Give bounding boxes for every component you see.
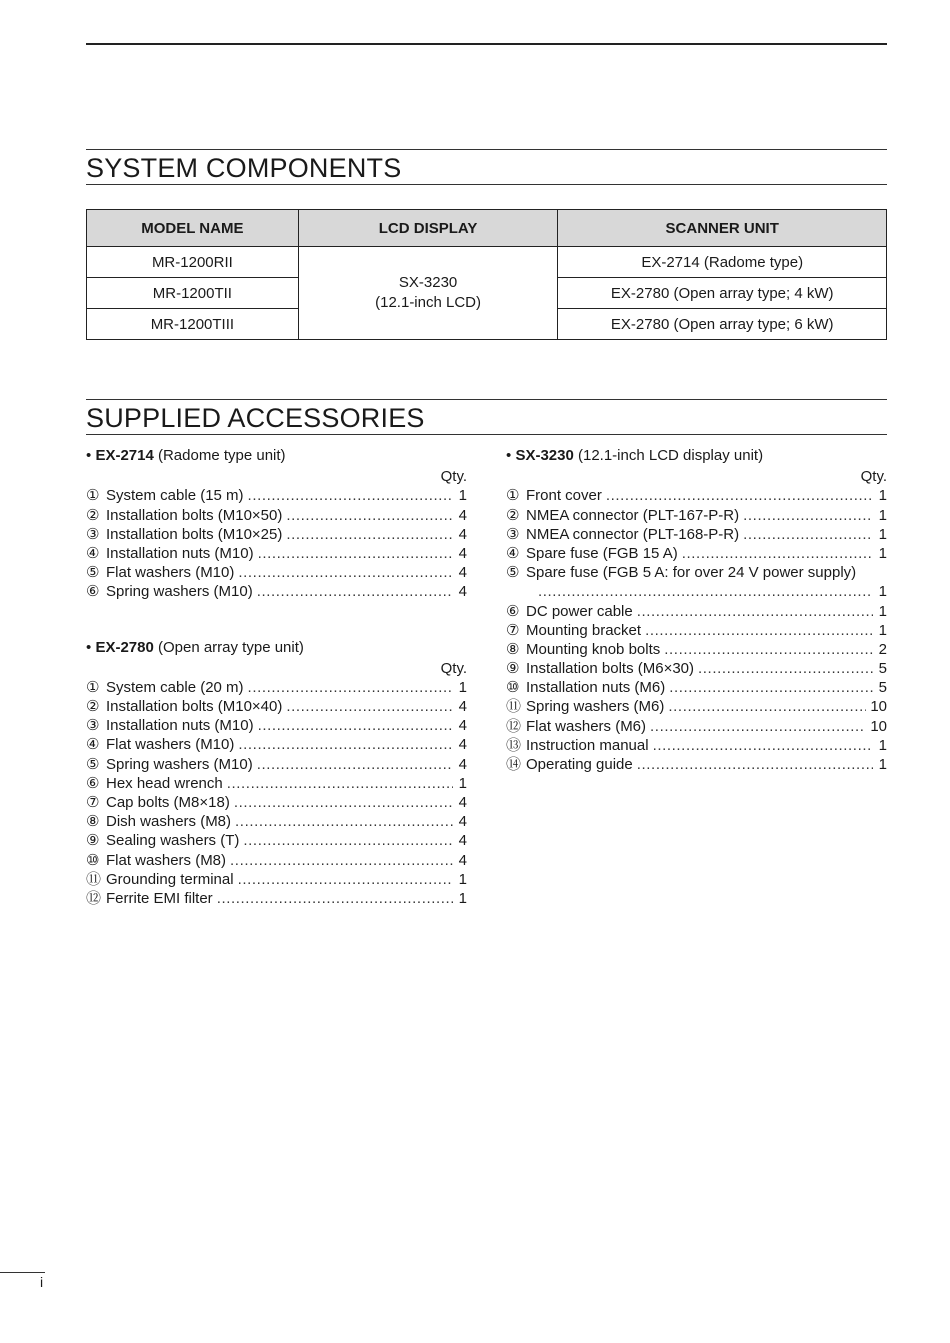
item-qty: 2 xyxy=(878,640,887,658)
item-number: ⑦ xyxy=(86,794,100,811)
item-number: ⑪ xyxy=(506,698,522,716)
leader-dots xyxy=(698,659,873,678)
item-qty: 10 xyxy=(870,698,887,716)
list-item xyxy=(86,544,467,563)
item-qty: 4 xyxy=(458,717,467,735)
leader-dots xyxy=(637,755,873,774)
item-number: ⑫ xyxy=(506,717,522,735)
list-item xyxy=(86,697,467,716)
sx3230-model: SX-3230 xyxy=(515,447,574,464)
item-number: ③ xyxy=(86,717,100,735)
item-number: ② xyxy=(86,698,100,716)
model-cell: MR-1200TII xyxy=(87,278,299,309)
list-item xyxy=(86,870,467,889)
leader-dots xyxy=(238,563,453,582)
scanner-cell: EX-2714 (Radome type) xyxy=(558,247,887,278)
item-label: Hex head wrench xyxy=(106,774,223,792)
list-item xyxy=(86,735,467,754)
list-item xyxy=(506,563,887,601)
item-number: ⑨ xyxy=(86,832,100,850)
item-label: NMEA connector (PLT-167-P-R) xyxy=(526,506,740,524)
item-number: ⑭ xyxy=(506,756,522,774)
list-item xyxy=(86,563,467,582)
item-number: ④ xyxy=(86,544,100,562)
leader-dots xyxy=(258,544,453,563)
sx3230-desc: (12.1-inch LCD display unit) xyxy=(577,447,764,464)
table-row xyxy=(87,247,887,278)
list-item xyxy=(506,525,887,544)
header-scanner-unit: SCANNER UNIT xyxy=(558,210,887,247)
list-item xyxy=(86,486,467,505)
leader-dots xyxy=(257,582,453,601)
leader-dots xyxy=(238,735,453,754)
list-item xyxy=(506,486,887,505)
leader-dots xyxy=(743,506,873,525)
leader-dots xyxy=(257,755,453,774)
leader-dots xyxy=(645,621,873,640)
table-header-row xyxy=(87,210,887,247)
accessories-left-column xyxy=(86,446,467,908)
list-item xyxy=(506,621,887,640)
accessories-right-column xyxy=(506,446,887,774)
item-number: ① xyxy=(86,678,100,696)
top-rule xyxy=(86,43,887,45)
item-number: ⑦ xyxy=(506,621,520,639)
item-qty: 5 xyxy=(878,660,887,678)
item-qty: 1 xyxy=(878,583,887,601)
item-number: ⑩ xyxy=(506,679,520,697)
leader-dots xyxy=(234,793,453,812)
leader-dots xyxy=(217,889,453,908)
item-number: ③ xyxy=(86,525,100,543)
lcd-model: SX-3230 xyxy=(398,274,458,291)
item-label: Installation bolts (M10×50) xyxy=(106,506,283,524)
item-number: ④ xyxy=(86,736,100,754)
system-components-title: SYSTEM COMPONENTS xyxy=(86,153,402,183)
list-item xyxy=(86,678,467,697)
item-qty: 1 xyxy=(878,621,887,639)
item-qty: 4 xyxy=(458,755,467,773)
leader-dots xyxy=(286,525,453,544)
system-components-heading xyxy=(86,149,887,185)
leader-dots xyxy=(286,506,453,525)
item-number: ① xyxy=(506,487,520,505)
qty-label: Qty. xyxy=(860,468,887,486)
item-qty: 4 xyxy=(458,506,467,524)
item-qty: 5 xyxy=(878,679,887,697)
item-qty: 4 xyxy=(458,525,467,543)
lcd-display-cell xyxy=(298,247,558,340)
page-number: i xyxy=(40,1274,44,1290)
list-item xyxy=(86,755,467,774)
sx3230-heading xyxy=(506,446,887,465)
list-item xyxy=(506,736,887,755)
item-label: Flat washers (M10) xyxy=(106,736,235,754)
item-qty: 10 xyxy=(870,717,887,735)
bullet: • xyxy=(86,447,92,464)
item-label: NMEA connector (PLT-168-P-R) xyxy=(526,525,740,543)
item-label: Dish washers (M8) xyxy=(106,813,232,831)
leader-dots xyxy=(286,697,453,716)
item-qty: 4 xyxy=(458,544,467,562)
qty-label: Qty. xyxy=(440,468,467,486)
list-item xyxy=(86,812,467,831)
qty-label: Qty. xyxy=(440,659,467,677)
supplied-accessories-title: SUPPLIED ACCESSORIES xyxy=(86,403,425,433)
item-qty: 4 xyxy=(458,564,467,582)
item-label: Sealing washers (T) xyxy=(106,832,240,850)
ex2780-heading xyxy=(86,638,467,657)
scanner-cell: EX-2780 (Open array type; 4 kW) xyxy=(558,278,887,309)
ex2714-desc: (Radome type unit) xyxy=(157,447,286,464)
list-item xyxy=(506,678,887,697)
sx3230-list xyxy=(506,486,887,774)
leader-dots xyxy=(682,544,873,563)
list-item xyxy=(506,602,887,621)
list-item xyxy=(506,755,887,774)
bullet: • xyxy=(506,447,512,464)
item-number: ⑤ xyxy=(86,564,100,582)
leader-dots xyxy=(243,831,453,850)
item-qty: 4 xyxy=(458,832,467,850)
item-qty: 4 xyxy=(458,813,467,831)
item-label: Spring washers (M6) xyxy=(526,698,665,716)
item-label: Flat washers (M8) xyxy=(106,851,227,869)
item-label: Spring washers (M10) xyxy=(106,583,253,601)
item-qty: 1 xyxy=(878,736,887,754)
item-label: Installation nuts (M10) xyxy=(106,717,254,735)
item-number: ② xyxy=(86,506,100,524)
ex2714-model: EX-2714 xyxy=(95,447,154,464)
supplied-accessories-heading xyxy=(86,399,887,435)
item-label: Operating guide xyxy=(526,756,633,774)
item-label: Front cover xyxy=(526,487,602,505)
list-item xyxy=(86,793,467,812)
leader-dots xyxy=(227,774,453,793)
item-label: Spring washers (M10) xyxy=(106,755,253,773)
ex2780-list xyxy=(86,678,467,908)
list-item xyxy=(86,525,467,544)
item-number: ⑤ xyxy=(506,564,520,582)
list-item xyxy=(506,640,887,659)
item-label: Cap bolts (M8×18) xyxy=(106,794,230,811)
page-number-rule xyxy=(0,1272,45,1273)
item-qty: 1 xyxy=(458,487,467,505)
leader-dots xyxy=(664,640,873,659)
leader-dots xyxy=(538,582,873,601)
item-label: System cable (15 m) xyxy=(106,487,244,505)
item-number: ⑩ xyxy=(86,851,100,869)
item-number: ⑫ xyxy=(86,889,102,907)
item-label: Installation bolts (M10×25) xyxy=(106,525,283,543)
list-item xyxy=(86,889,467,908)
model-cell: MR-1200TIII xyxy=(87,309,299,340)
item-label: Installation nuts (M6) xyxy=(526,679,666,697)
header-model-name: MODEL NAME xyxy=(87,210,299,247)
item-qty: 1 xyxy=(878,756,887,774)
item-number: ⑥ xyxy=(86,583,100,601)
item-label: Ferrite EMI filter xyxy=(106,889,213,907)
item-label: Instruction manual xyxy=(526,736,649,754)
item-label: Flat washers (M10) xyxy=(106,564,235,582)
leader-dots xyxy=(650,717,866,736)
leader-dots xyxy=(235,812,453,831)
item-number: ⑥ xyxy=(86,774,100,792)
leader-dots xyxy=(238,870,453,889)
list-item xyxy=(86,831,467,850)
item-label: Mounting bracket xyxy=(526,621,642,639)
item-qty: 1 xyxy=(878,525,887,543)
item-number: ⑬ xyxy=(506,736,522,754)
item-label: Installation nuts (M10) xyxy=(106,544,254,562)
list-item xyxy=(86,851,467,870)
item-label: Spare fuse (FGB 5 A: for over 24 V power supply) xyxy=(526,564,857,582)
scanner-cell: EX-2780 (Open array type; 6 kW) xyxy=(558,309,887,340)
list-item xyxy=(506,717,887,736)
leader-dots xyxy=(248,486,453,505)
leader-dots xyxy=(653,736,873,755)
item-qty: 1 xyxy=(458,678,467,696)
item-qty: 1 xyxy=(458,870,467,888)
item-label: Installation bolts (M10×40) xyxy=(106,698,283,716)
item-number: ② xyxy=(506,506,520,524)
item-number: ⑤ xyxy=(86,755,100,773)
item-number: ⑧ xyxy=(506,640,520,658)
item-number: ④ xyxy=(506,544,520,562)
item-number: ⑪ xyxy=(86,870,102,888)
ex2714-heading xyxy=(86,446,467,465)
item-label: Grounding terminal xyxy=(106,870,234,888)
leader-dots xyxy=(743,525,873,544)
item-label: DC power cable xyxy=(526,602,633,620)
list-item xyxy=(86,774,467,793)
item-label: Mounting knob bolts xyxy=(526,640,661,658)
list-item xyxy=(506,697,887,716)
item-label: Installation bolts (M6×30) xyxy=(526,660,695,678)
item-number: ⑥ xyxy=(506,602,520,620)
header-lcd-display: LCD DISPLAY xyxy=(298,210,558,247)
leader-dots xyxy=(668,697,866,716)
item-label: Flat washers (M6) xyxy=(526,717,647,735)
item-qty: 4 xyxy=(458,794,467,811)
item-number: ⑨ xyxy=(506,660,520,678)
system-components-table xyxy=(86,209,887,340)
item-qty: 4 xyxy=(458,583,467,601)
item-qty: 1 xyxy=(458,889,467,907)
list-item xyxy=(86,582,467,601)
list-item xyxy=(506,506,887,525)
leader-dots xyxy=(637,602,873,621)
item-qty: 4 xyxy=(458,851,467,869)
bullet: • xyxy=(86,638,92,656)
item-qty: 1 xyxy=(458,774,467,792)
leader-dots xyxy=(669,678,873,697)
item-qty: 4 xyxy=(458,698,467,716)
list-item xyxy=(506,659,887,678)
list-item xyxy=(86,506,467,525)
item-label: System cable (20 m) xyxy=(106,678,244,696)
ex2714-list xyxy=(86,486,467,601)
item-qty: 4 xyxy=(458,736,467,754)
leader-dots xyxy=(606,486,873,505)
leader-dots xyxy=(230,851,453,870)
item-number: ⑧ xyxy=(86,813,100,831)
lcd-size: (12.1-inch LCD) xyxy=(375,294,481,311)
item-number: ③ xyxy=(506,525,520,543)
item-qty: 1 xyxy=(878,544,887,562)
list-item xyxy=(86,716,467,735)
item-number: ① xyxy=(86,487,100,505)
ex2780-model: EX-2780 xyxy=(95,638,154,656)
item-qty: 1 xyxy=(878,602,887,620)
item-qty: 1 xyxy=(878,506,887,524)
item-label: Spare fuse (FGB 15 A) xyxy=(526,544,678,562)
ex2780-desc: (Open array type unit) xyxy=(157,638,304,656)
leader-dots xyxy=(248,678,453,697)
leader-dots xyxy=(258,716,453,735)
model-cell: MR-1200RII xyxy=(87,247,299,278)
list-item xyxy=(506,544,887,563)
item-qty: 1 xyxy=(878,487,887,505)
